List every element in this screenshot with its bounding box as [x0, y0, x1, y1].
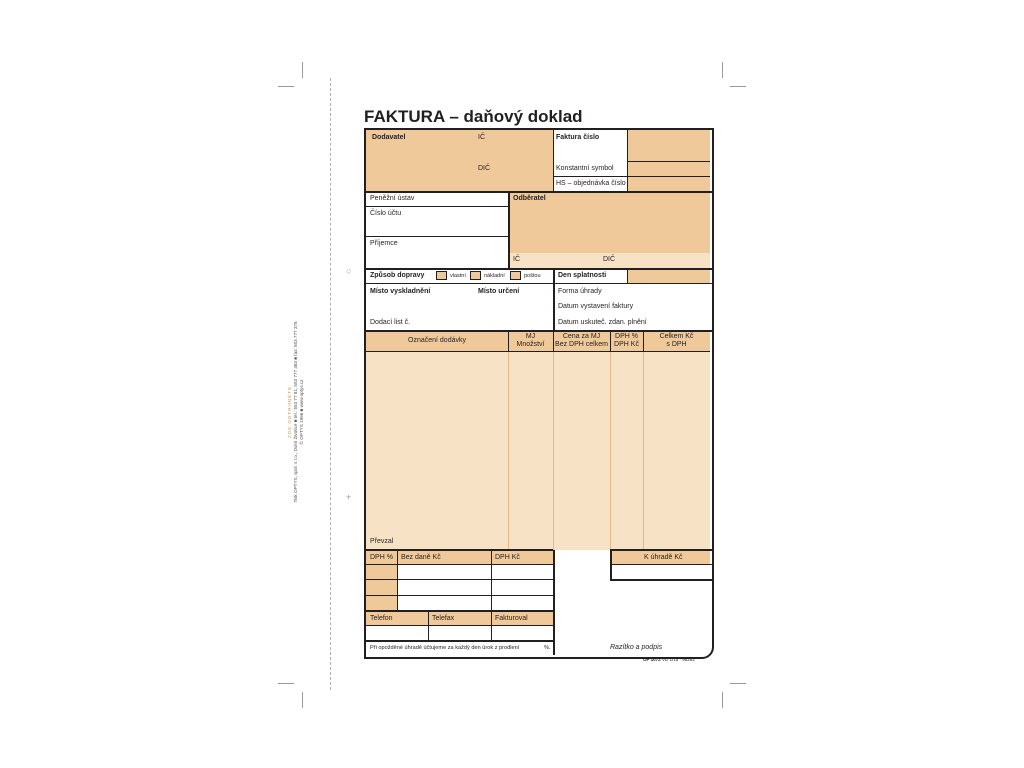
account-number-label: Číslo účtu [370, 210, 402, 217]
registration-mark: ○ [346, 266, 352, 276]
payment-form-label: Forma úhrady [558, 288, 602, 295]
crop-mark [278, 683, 294, 684]
bank-institution-label: Peněžní ústav [370, 195, 415, 202]
order-number-field[interactable] [628, 177, 710, 191]
transport-post-checkbox[interactable] [510, 271, 521, 280]
col-vat-header: DPH % DPH Kč [614, 333, 639, 348]
crop-mark [302, 692, 303, 708]
constant-symbol-field[interactable] [628, 162, 710, 176]
transport-cargo-label: nákladní [484, 273, 505, 279]
crop-mark [730, 683, 746, 684]
customer-dic-label: DIČ [603, 256, 616, 263]
vat-amount-header: DPH Kč [495, 554, 520, 561]
crop-mark [278, 86, 294, 87]
col-unit-header: MJ Množství [516, 333, 545, 348]
supplier-ic-label: IČ [478, 134, 485, 141]
transport-cargo-checkbox[interactable] [470, 271, 481, 280]
crop-mark [730, 86, 746, 87]
invoiced-by-label: Fakturoval [495, 615, 528, 622]
printer-address: Tisk OPTYS, spol. s r.o., Dolní Životice ■ tel.: 553 77 81, 553 777 383 ■ fax: 553 777 378 [293, 321, 298, 503]
title-main: FAKTURA [364, 107, 445, 126]
crop-mark [722, 692, 723, 708]
col-item-header: Označení dodávky [408, 337, 466, 344]
customer-label: Odběratel [513, 195, 546, 202]
transport-own-label: vlastní [450, 273, 466, 279]
side-imprint [287, 297, 305, 527]
warehouse-place-label: Místo vyskladnění [370, 288, 431, 295]
stamp-signature-label: Razítko a podpis [610, 644, 663, 651]
penalty-text: Při opožděné úhradě účtujeme za každý den úrok z prodlení [370, 645, 520, 651]
title-sub: – daňový doklad [449, 107, 583, 126]
invoice-form [364, 128, 714, 659]
due-date-field[interactable] [628, 270, 710, 283]
destination-label: Místo určení [478, 288, 520, 295]
supplier-label: Dodavatel [372, 134, 406, 141]
received-by-label: Převzal [370, 538, 394, 545]
tax-summary-header [366, 551, 553, 564]
transport-post-label: poštou [524, 273, 541, 279]
registration-mark: + [346, 492, 352, 502]
penalty-unit: %. [544, 645, 551, 651]
invoice-number-label: Faktura číslo [556, 134, 600, 141]
to-pay-label: K úhradě Kč [644, 554, 683, 561]
tax-date-label: Datum uskuteč. zdan. plnění [558, 319, 647, 326]
due-date-label: Den splatnosti [558, 272, 607, 279]
printer-copyright: © OPTYS 1996 ■ www.optys.cz [299, 379, 304, 445]
tear-line [330, 78, 331, 690]
customer-field[interactable] [510, 193, 710, 253]
col-total-header: Celkem Kč s DPH [659, 333, 694, 348]
phone-label: Telefon [370, 615, 393, 622]
vat-pct-header: DPH % [370, 554, 393, 561]
transport-label: Způsob dopravy [370, 272, 425, 279]
crop-mark [722, 62, 723, 78]
delivery-note-label: Dodací list č. [370, 319, 411, 326]
tax-base-header: Bez daně Kč [401, 554, 441, 561]
page-title [364, 107, 583, 127]
vat-rate-cells[interactable] [366, 564, 397, 610]
form-code: OP 1072 VD 1/15 · 96262 [643, 657, 695, 662]
cut-here-text: ZDE ODTRHNĚTE [287, 385, 292, 439]
transport-own-checkbox[interactable] [436, 271, 447, 280]
supplier-dic-label: DIČ [478, 165, 491, 172]
col-price-header: Cena za MJ Bez DPH celkem [555, 333, 608, 348]
crop-mark [302, 62, 303, 78]
invoice-number-field[interactable] [627, 130, 710, 161]
customer-ic-label: IČ [513, 256, 520, 263]
fax-label: Telefax [432, 615, 455, 622]
constant-symbol-label: Konstantní symbol [556, 165, 614, 172]
issue-date-label: Datum vystavení faktury [558, 303, 634, 310]
items-area[interactable] [366, 352, 710, 550]
recipient-label: Příjemce [370, 240, 398, 247]
order-number-label: HS – objednávka číslo [556, 180, 626, 187]
